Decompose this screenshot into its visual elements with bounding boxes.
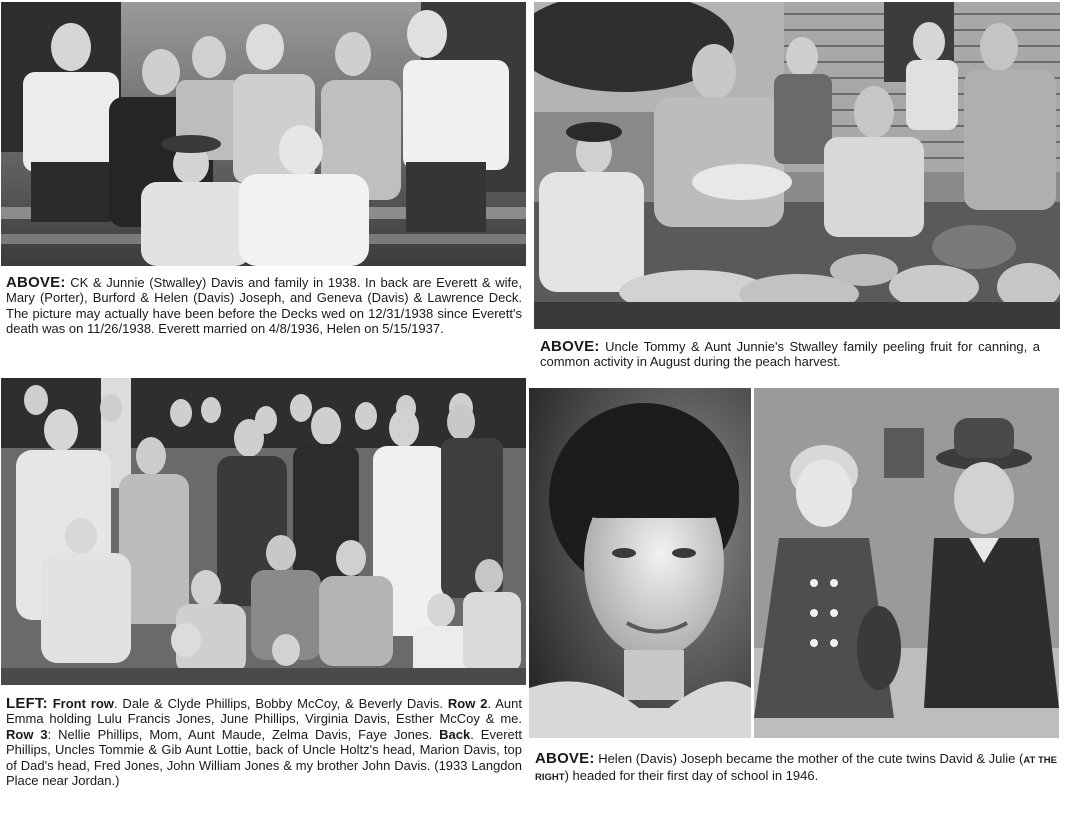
photo-group-1933 [1, 378, 526, 685]
photo-twins-1946 [754, 388, 1059, 738]
caption-group-1933 [6, 696, 522, 788]
photo-peeling-fruit-image [534, 2, 1060, 329]
caption-front-row-label: Front row [52, 696, 114, 711]
caption-row3-text: : Nellie Phillips, Mom, Aunt Maude, Zelma Davis, Faye Jones. [47, 726, 433, 742]
photo-helen-portrait [529, 388, 751, 738]
caption-family-1938 [6, 275, 522, 337]
photo-twins-1946-image [754, 388, 1059, 738]
caption-peeling-fruit [540, 339, 1040, 370]
caption-lead: ABOVE: [535, 750, 595, 767]
caption-text-after: ) headed for their first day of school in 1946. [564, 768, 819, 784]
caption-lead: ABOVE: [6, 274, 66, 291]
caption-front-row-text: . Dale & Clyde Phillips, Bobby McCoy, & Beverly Davis. [113, 696, 444, 711]
photo-family-1938-image [1, 2, 526, 266]
caption-back-text: . Everett Phillips, Uncles Tommie & Gib Aunt Lottie, back of Uncle Holtz's head, Marion Davis, top of Dad's head, Fred Jones, John William Jones & my brother John Davis. (1933 Langdon Place near Jordan.) [6, 726, 522, 789]
caption-twins-1946 [535, 751, 1057, 786]
caption-text: Uncle Tommy & Aunt Junnie's Stwalley family peeling fruit for canning, a common activity in August during the peach harvest. [540, 339, 1040, 370]
caption-lead: LEFT: [6, 695, 48, 712]
photo-peeling-fruit [534, 2, 1060, 329]
photo-group-1933-image [1, 378, 526, 685]
photo-helen-portrait-image [529, 388, 751, 738]
caption-row2-text: . Aunt Emma holding Lulu Francis Jones, June Phillips, Virginia Davis, Esther McCoy & me. [6, 696, 523, 727]
caption-back-label: Back [439, 726, 471, 742]
caption-text-before: Helen (Davis) Joseph became the mother of the cute twins David & Julie ( [598, 751, 1024, 766]
caption-emphasis: AT THE RIGHT [535, 755, 1057, 784]
caption-row2-label: Row 2 [447, 696, 488, 711]
photo-family-1938 [1, 2, 526, 266]
caption-text: CK & Junnie (Stwalley) Davis and family in 1938. In back are Everett & wife, Mary (Porter), Burford & Helen (Davis) Joseph, and Geneva (Davis) & Lawrence Deck. The picture may actually have been before the Decks wed on 12/31/1938 since Everett's death was on 11/26/1938. Everett married on 4/8/1936, Helen on 5/15/1937. [6, 275, 522, 337]
caption-row3-label: Row 3 [6, 726, 48, 742]
caption-lead: ABOVE: [540, 338, 600, 355]
